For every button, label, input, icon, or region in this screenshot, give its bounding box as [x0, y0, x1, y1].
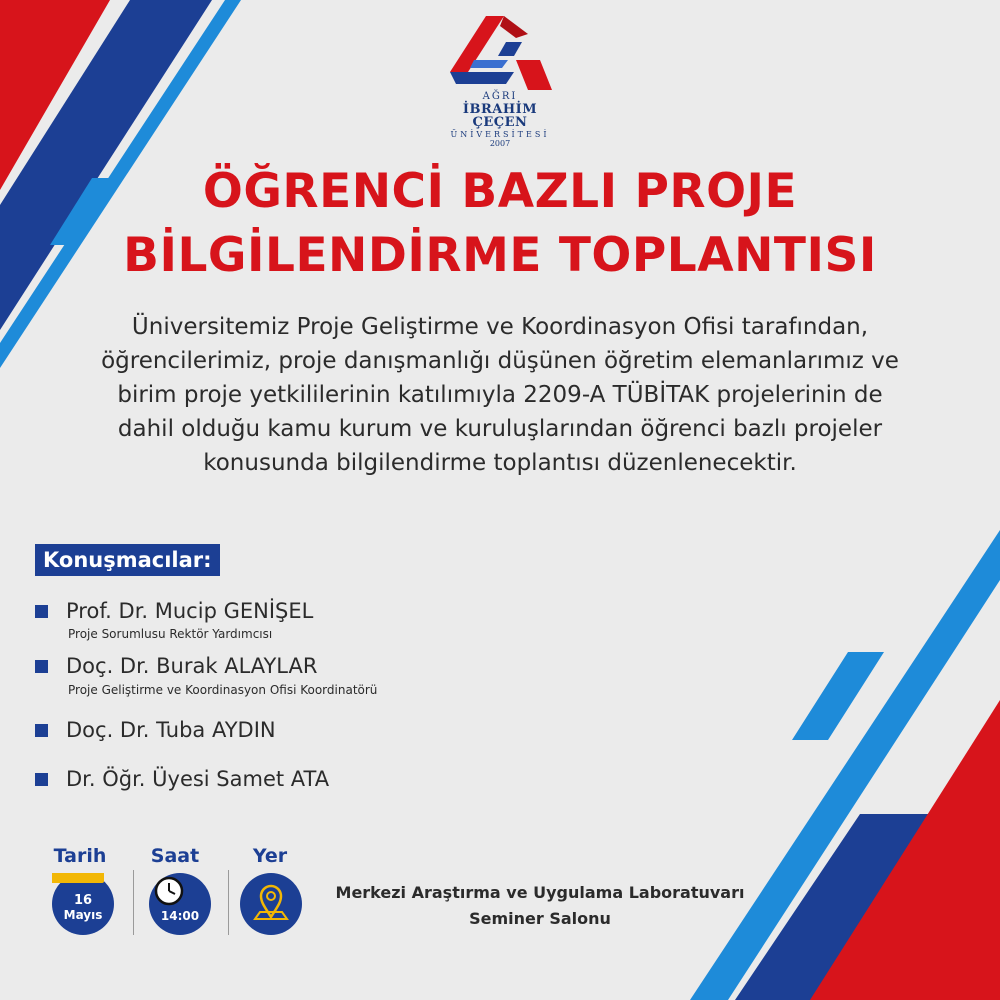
announcement-line: öğrencilerimiz, proje danışmanlığı düşünen öğretim elemanlarımız ve [101, 348, 899, 374]
logo-university: ÜNİVERSİTESİ [450, 130, 550, 139]
announcement-line: dahil olduğu kamu kurum ve kuruluşlarından öğrenci bazlı projeler [117, 416, 883, 442]
announcement-line: konusunda bilgilendirme toplantısı düzenlenecektir. [203, 450, 797, 476]
date-month: Mayıs [63, 908, 103, 922]
venue-line-1: Merkezi Araştırma ve Uygulama Laboratuvarı [335, 883, 745, 902]
bullet-square-icon [35, 660, 48, 673]
speaker-name: Doç. Dr. Burak ALAYLAR [66, 654, 318, 678]
speaker-name: Dr. Öğr. Üyesi Samet ATA [66, 767, 330, 791]
logo-emblem-icon [444, 12, 556, 94]
announcement-text [20, 310, 980, 480]
university-logo [440, 12, 560, 147]
logo-city: AĞRI [482, 91, 518, 102]
location-pin-icon [240, 873, 302, 935]
speaker-role: Proje Geliştirme ve Koordinasyon Ofisi Koordinatörü [68, 683, 378, 697]
venue-line-2: Seminer Salonu [469, 909, 611, 928]
announcement-line: Üniversitemiz Proje Geliştirme ve Koordinasyon Ofisi tarafından, [131, 314, 869, 340]
time-value: 14:00 [160, 909, 200, 923]
logo-year: 2007 [489, 139, 511, 148]
announcement-line: birim proje yetkililerinin katılımıyla 2209-A TÜBİTAK projelerinin de [117, 382, 883, 408]
place-label: Yer [252, 845, 288, 867]
title-line-1: ÖĞRENCİ BAZLI PROJE [202, 164, 798, 219]
bullet-square-icon [35, 605, 48, 618]
speakers-heading: Konuşmacılar: [35, 544, 220, 576]
time-label: Saat [150, 845, 200, 867]
time-badge [149, 873, 211, 935]
title-line-2: BİLGİLENDİRME TOPLANTISI [123, 228, 877, 283]
venue [305, 880, 775, 932]
clock-icon [149, 873, 211, 935]
divider [228, 870, 229, 935]
place-badge [240, 873, 302, 935]
date-day: 16 [73, 893, 93, 908]
logo-name: İBRAHİM ÇEÇEN [462, 102, 538, 130]
bullet-square-icon [35, 724, 48, 737]
date-badge [52, 873, 114, 935]
bullet-square-icon [35, 773, 48, 786]
divider [133, 870, 134, 935]
page-title [0, 160, 1000, 288]
speaker-name: Doç. Dr. Tuba AYDIN [66, 718, 276, 742]
date-label: Tarih [53, 845, 107, 867]
speaker-name: Prof. Dr. Mucip GENİŞEL [66, 599, 314, 623]
speaker-role: Proje Sorumlusu Rektör Yardımcısı [68, 627, 273, 641]
